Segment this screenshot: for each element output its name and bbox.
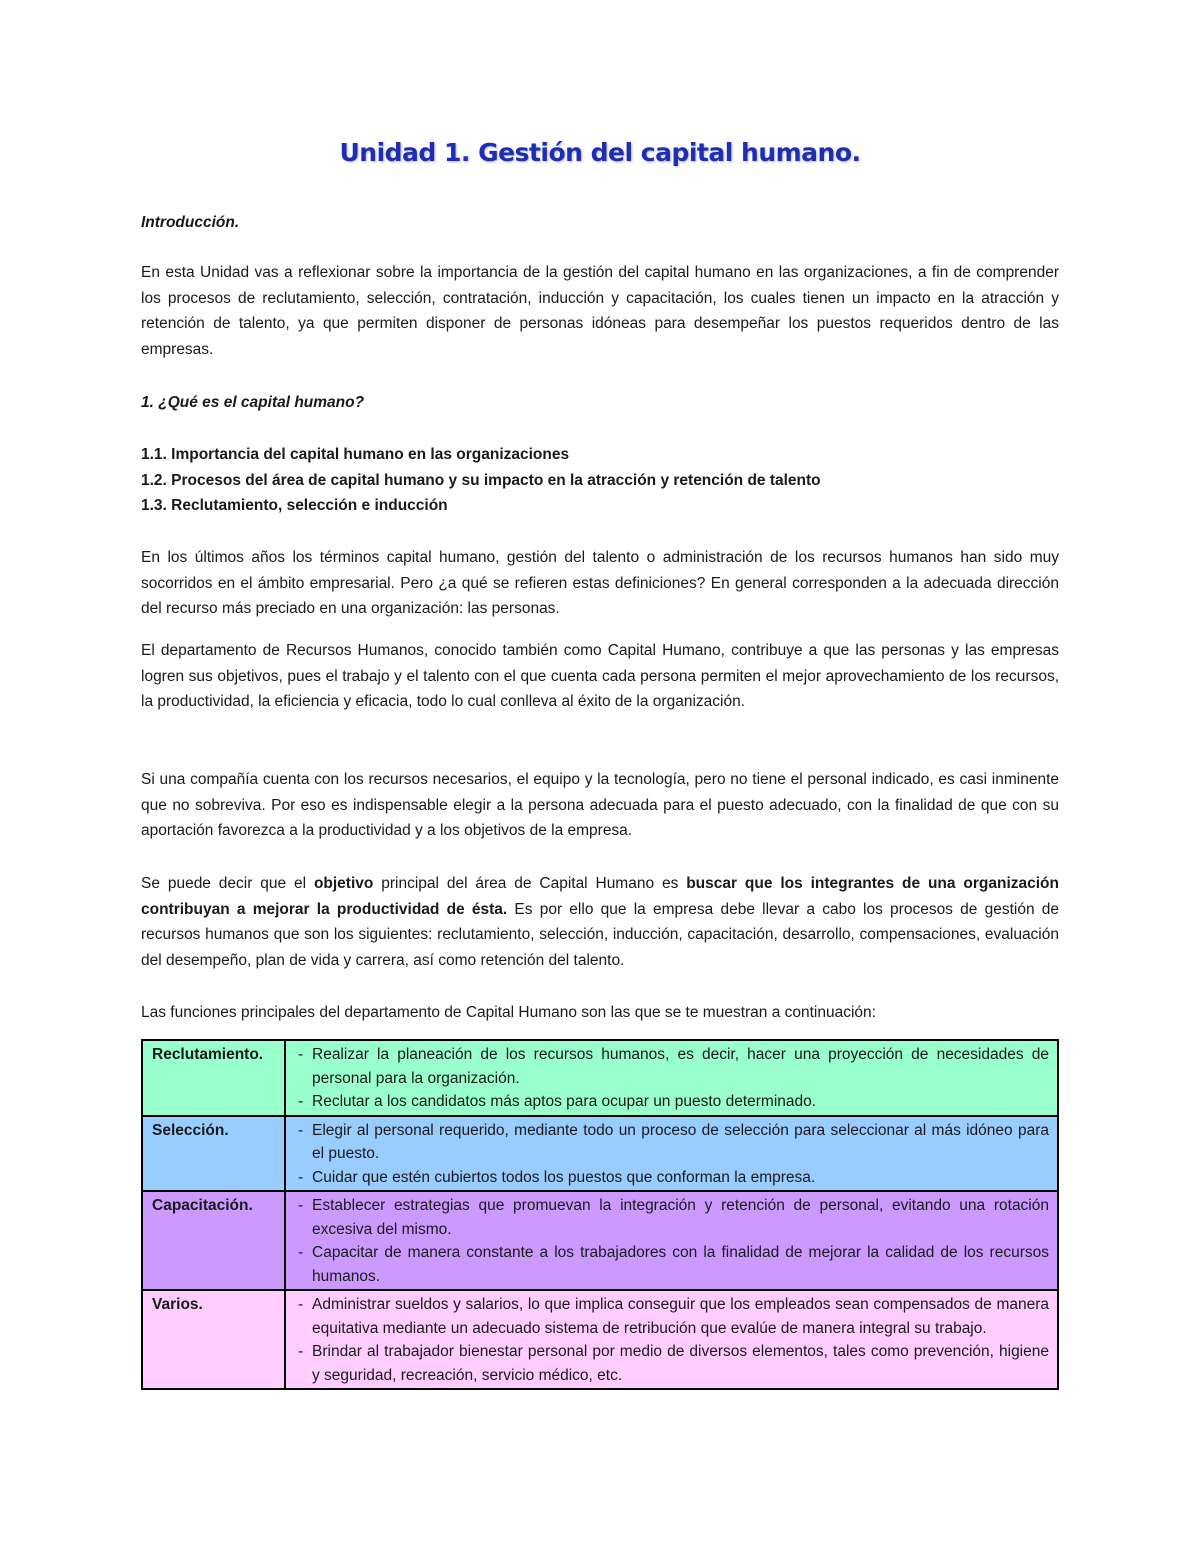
objective-emphasis: buscar que los integrantes de una organización contribuyan a mejorar la productividad de ésta.: [141, 875, 1059, 918]
function-name: Capacitación.: [142, 1191, 285, 1290]
body-paragraph: Si una compañía cuenta con los recursos necesarios, el equipo y la tecnología, pero no tiene el personal indicado, es casi inminente que no sobreviva. Por eso es indispensable elegir a la persona adecuada para el puesto adecuado, con la finalidad de que con su aportación favorezca a la productividad y a los objetivos de la empresa.: [141, 771, 1059, 839]
objective-emphasis: objetivo: [313, 875, 374, 892]
list-item: - Reclutar a los candidatos más aptos para ocupar un puesto determinado.: [294, 1090, 1049, 1114]
objective-paragraph: [141, 871, 1059, 973]
function-description: [285, 1290, 1058, 1389]
list-item: - Capacitar de manera constante a los trabajadores con la finalidad de mejorar la calidad de los recursos humanos.: [294, 1241, 1049, 1288]
table-row: [142, 1290, 1058, 1389]
list-item: - Brindar al trabajador bienestar personal por medio de diversos elementos, tales como prevención, higiene y seguridad, recreación, servicio médico, etc.: [294, 1340, 1049, 1387]
list-item: - Establecer estrategias que promuevan la integración y retención de personal, evitando una rotación excesiva del mismo.: [294, 1194, 1049, 1241]
intro-heading: Introducción.: [141, 214, 240, 231]
list-item: - Elegir al personal requerido, mediante todo un proceso de selección para seleccionar al más idóneo para el puesto.: [294, 1119, 1049, 1166]
functions-table: [141, 1039, 1059, 1390]
table-intro: Las funciones principales del departamento de Capital Humano son las que se te muestran a continuación:: [141, 1004, 876, 1021]
subsection-heading: 1.1. Importancia del capital humano en las organizaciones: [141, 446, 570, 463]
section-heading: 1. ¿Qué es el capital humano?: [141, 394, 365, 411]
list-item: - Administrar sueldos y salarios, lo que implica conseguir que los empleados sean compensados de manera equitativa mediante un adecuado sistema de retribución que evalúe de manera integral su trabajo.: [294, 1293, 1049, 1340]
list-item: - Cuidar que estén cubiertos todos los puestos que conforman la empresa.: [294, 1166, 1049, 1190]
subsection-heading: 1.2. Procesos del área de capital humano y su impacto en la atracción y retención de talento: [141, 471, 821, 489]
objective-text: Es por ello que la empresa debe llevar a cabo los procesos de gestión de recursos humanos que son los siguientes: reclutamiento, selección, inducción, capacitación, desarrollo, compensaciones, evaluación del desempeño, plan de vida y carrera, así como retención del talento.: [141, 900, 1060, 969]
function-name: Selección.: [142, 1116, 285, 1192]
function-name: Reclutamiento.: [142, 1040, 285, 1116]
function-description: [285, 1191, 1058, 1290]
table-row: [142, 1040, 1058, 1116]
function-description: [285, 1040, 1058, 1116]
objective-text: principal del área de Capital Humano es: [373, 875, 687, 892]
body-paragraph: El departamento de Recursos Humanos, conocido también como Capital Humano, contribuye a que las personas y las empresas logren sus objetivos, pues el trabajo y el talento con el que cuenta cada persona permiten el mejor aprovechamiento de los recursos, la productividad, la eficiencia y eficacia, todo lo cual conlleva al éxito de la organización.: [141, 642, 1059, 710]
subsection-heading: 1.3. Reclutamiento, selección e inducción: [141, 497, 448, 514]
intro-paragraph: En esta Unidad vas a reflexionar sobre la importancia de la gestión del capital humano en las organizaciones, a fin de comprender los procesos de reclutamiento, selección, contratación, inducción y capacitación, los cuales tienen un impacto en la atracción y retención de talento, ya que permiten disponer de personas idóneas para desempeñar los puestos requeridos dentro de las empresas.: [141, 264, 1059, 358]
table-row: [142, 1191, 1058, 1290]
objective-text: Se puede decir que el: [141, 875, 314, 892]
table-row: [142, 1116, 1058, 1192]
list-item: - Realizar la planeación de los recursos humanos, es decir, hacer una proyección de necesidades de personal para la organización.: [294, 1043, 1049, 1090]
body-paragraph: En los últimos años los términos capital humano, gestión del talento o administración de los recursos humanos han sido muy socorridos en el ámbito empresarial. Pero ¿a qué se refieren estas definiciones? En general corresponden a la adecuada dirección del recurso más preciado en una organización: las personas.: [141, 549, 1059, 617]
function-description: [285, 1116, 1058, 1192]
page-title: Unidad 1. Gestión del capital humano.: [339, 138, 861, 167]
subsection-list: [141, 442, 1059, 519]
function-name: Varios.: [142, 1290, 285, 1389]
